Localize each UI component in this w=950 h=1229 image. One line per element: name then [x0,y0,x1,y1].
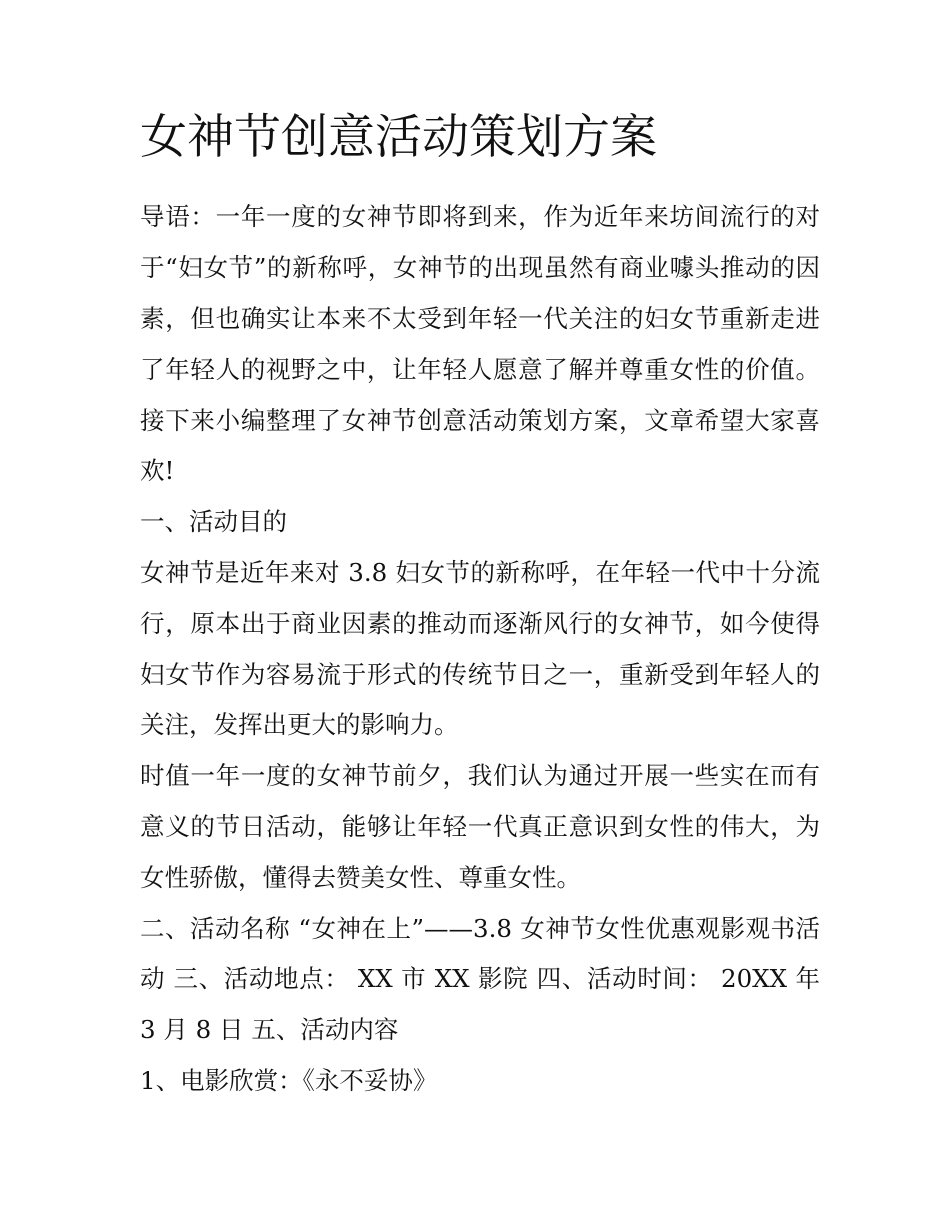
document-title: 女神节创意活动策划方案 [140,110,657,165]
document-page [140,110,820,1107]
content-item-1: 1、电影欣赏：《永不妥协》 [140,1065,438,1095]
event-info-paragraph: 二、活动名称 “女神在上”——3.8 女神节女性优惠观影观书活动 三、活动地点： XX 市 XX 影院 四、活动时间： 20XX 年 3 月 8 日 五、活动内容 [140,913,820,1045]
section-heading-purpose: 一、活动目的 [140,507,287,537]
purpose-paragraph-1: 女神节是近年来对 3.8 妇女节的新称呼，在年轻一代中十分流行，原本出于商业因素的推动而逐渐风行的女神节，如今使得妇女节作为容易流于形式的传统节日之一，重新受到年轻人的关注，发挥出更大的影响力。 [140,557,820,740]
intro-paragraph: 导语：一年一度的女神节即将到来，作为近年来坊间流行的对于“妇女节”的新称呼，女神节的出现虽然有商业噱头推动的因素，但也确实让本来不太受到年轻一代关注的妇女节重新走进了年轻人的视野之中，让年轻人愿意了解并尊重女性的价值。接下来小编整理了女神节创意活动策划方案，文章希望大家喜欢! [140,202,820,486]
purpose-paragraph-2: 时值一年一度的女神节前夕，我们认为通过开展一些实在而有意义的节日活动，能够让年轻一代真正意识到女性的伟大，为女性骄傲，懂得去赞美女性、尊重女性。 [140,761,820,892]
